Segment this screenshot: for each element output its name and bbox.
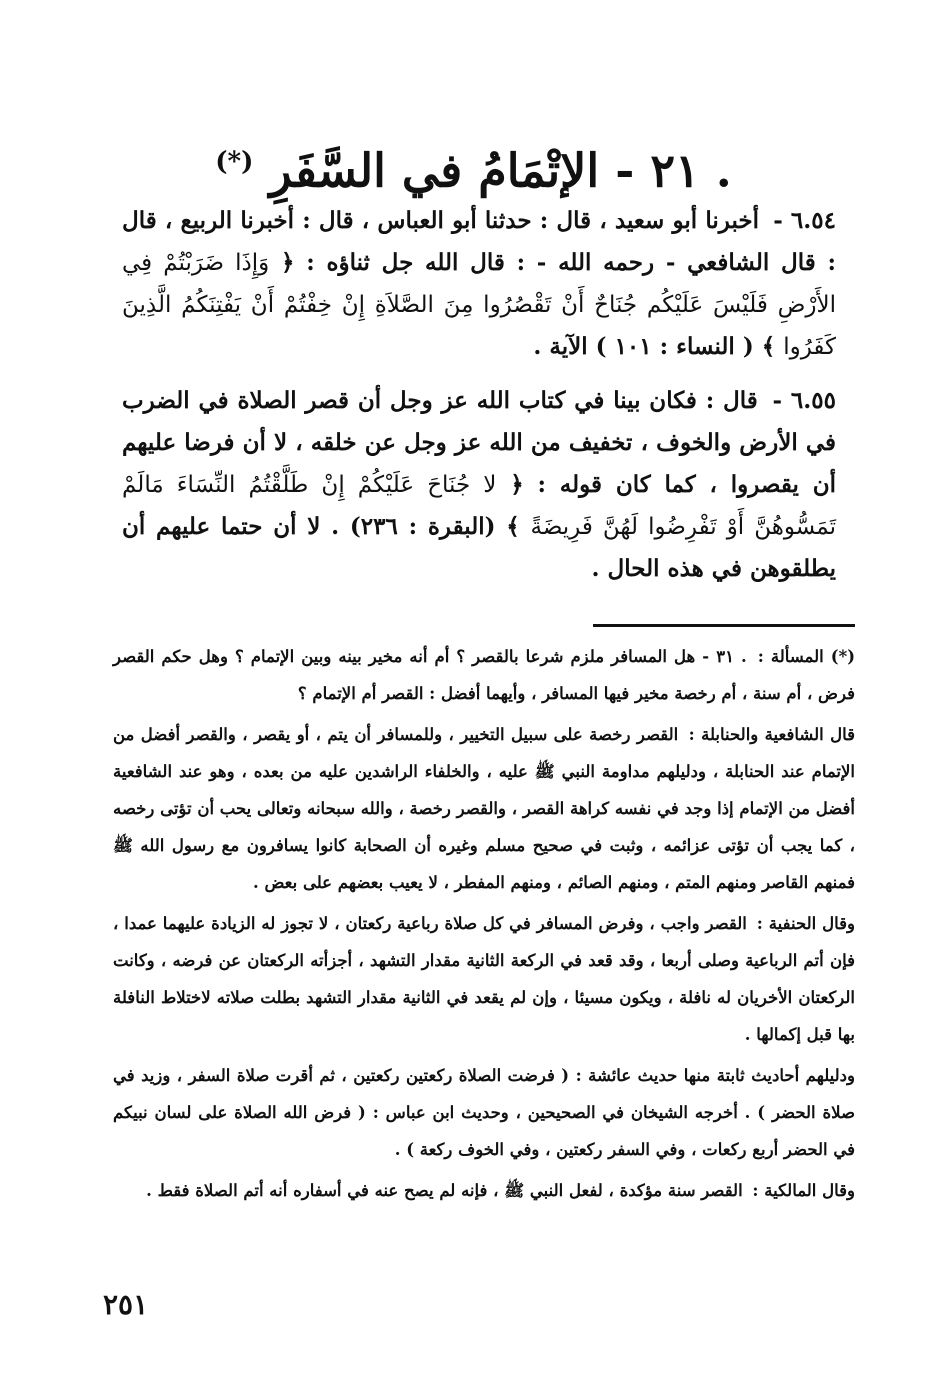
paragraph-text: قال : فكان بينا في كتاب الله عز وجل أن قصر الصلاة في الضرب في الأرض والخوف ، تخفيف من الله عز وجل عن خلقه ، لا أن فرضا عليهم أن يقصروا ، كما كان قوله : ﴿ (122, 387, 836, 498)
paragraph-654 (122, 200, 836, 368)
footnote-marker: (*) (215, 147, 254, 177)
paragraph-655 (122, 380, 836, 590)
footnote-text: . ٣١ - هل المسافر ملزم شرعا بالقصر ؟ أم أنه مخير بينه وبين الإتمام ؟ وهل حكم القصر فرض ، أم سنة ، أم رخصة مخير فيها المسافر ، وأيهما أفضل : القصر أم الإتمام ؟ (113, 647, 855, 703)
footnote-shafii-hanbali (113, 716, 855, 901)
footnote-divider (593, 624, 855, 627)
quran-verse: لا جُنَاحَ عَلَيْكُمْ إِنْ طَلَّقْتُمُ النِّسَاءَ مَالَمْ تَمَسُّوهُنَّ أَوْ تَفْرِضُوا لَهُنَّ فَرِيضَةً (122, 472, 836, 540)
footnote-text: ودليلهم أحاديث ثابتة منها حديث عائشة : ( فرضت الصلاة ركعتين ركعتين ، ثم أقرت صلاة السفر ، وزيد في صلاة الحضر ) . أخرجه الشيخان في الصحيحين ، وحديث ابن عباس : ( فرض الله الصلاة على لسان نبيكم في الحضر أربع ركعات ، وفي السفر ركعتين ، وفي الخوف ركعة ) . (113, 1066, 855, 1159)
paragraph-number: ٦.٥٥ - (772, 387, 836, 414)
footnote-text: القصر سنة مؤكدة ، لفعل النبي ﷺ ، فإنه لم يصح عنه في أسفاره أنه أتم الصلاة فقط . (146, 1181, 743, 1200)
main-text (122, 200, 836, 602)
footnote-label: وقال المالكية : (752, 1181, 855, 1200)
chapter-title-text: . ٢١ - الإتْمَامُ في السَّفَرِ (269, 143, 732, 198)
footnote-question (113, 638, 855, 712)
footnote-text: القصر واجب ، وفرض المسافر في كل صلاة رباعية ركعتان ، لا تجوز له الزيادة عليهما عمدا ، فإن أتم الرباعية وصلى أربعا ، وقد قعد في الركعة الثانية مقدار التشهد ، أجزأته الركعتان عن فرضه ، وكانت الركعتان الأخريان له نافلة ، ويكون مسيئا ، وإن لم يقعد في الثانية مقدار التشهد بطلت صلاته لاختلاط النافلة بها قبل إكمالها . (113, 914, 856, 1044)
paragraph-text-end: ﴾ ( النساء : ١٠١ ) الآية . (533, 333, 776, 360)
chapter-title (150, 132, 797, 200)
page-number: ٢٥١ (103, 1288, 149, 1321)
footnotes (113, 638, 855, 1213)
footnote-hanafi-evidence (113, 1057, 855, 1168)
footnote-text: القصر رخصة على سبيل التخيير ، وللمسافر أن يتم ، أو يقصر ، والقصر أفضل من الإتمام عند الحنابلة ، ودليلهم مداومة النبي ﷺ عليه ، والخلفاء الراشدين عليه من بعده ، وهو عند الشافعية أفضل من الإتمام إذا وجد في نفسه كراهة القصر ، والقصر رخصة ، والله سبحانه وتعالى يحب أن تؤتى رخصه ، كما يجب أن تؤتى عزائمه ، وثبت في صحيح مسلم وغيره أن الصحابة كانوا يسافرون مع رسول الله ﷺ فمنهم القاصر ومنهم المتم ، ومنهم الصائم ، ومنهم المفطر ، لا يعيب بعضهم على بعض . (113, 725, 855, 892)
footnote-hanafi (113, 905, 855, 1053)
footnote-label: وقال الحنفية : (756, 914, 855, 933)
footnote-label: (*) المسألة : (757, 647, 855, 666)
paragraph-number: ٦.٥٤ - (773, 207, 836, 234)
footnote-maliki (113, 1172, 855, 1209)
quran-verse: وَإِذَا ضَرَبْتُمْ فِي الأَرْضِ فَلَيْسَ عَلَيْكُم جُنَاحٌ أَنْ تَقْصُرُوا مِنَ الصَّلاَةِ إِنْ خِفْتُمْ أَنْ يَفْتِنَكُمُ الَّذِينَ كَفَرُوا (122, 250, 836, 360)
footnote-label: قال الشافعية والحنابلة : (688, 725, 855, 744)
paragraph-text-end: ﴾ (البقرة : ٢٣٦) . لا أن حتما عليهم أن يطلقوهن في هذه الحال . (122, 513, 836, 582)
paragraph-text: أخبرنا أبو سعيد ، قال : حدثنا أبو العباس ، قال : أخبرنا الربيع ، قال : قال الشافعي - رحمه الله - : قال الله جل ثناؤه : ﴿ (122, 207, 836, 276)
